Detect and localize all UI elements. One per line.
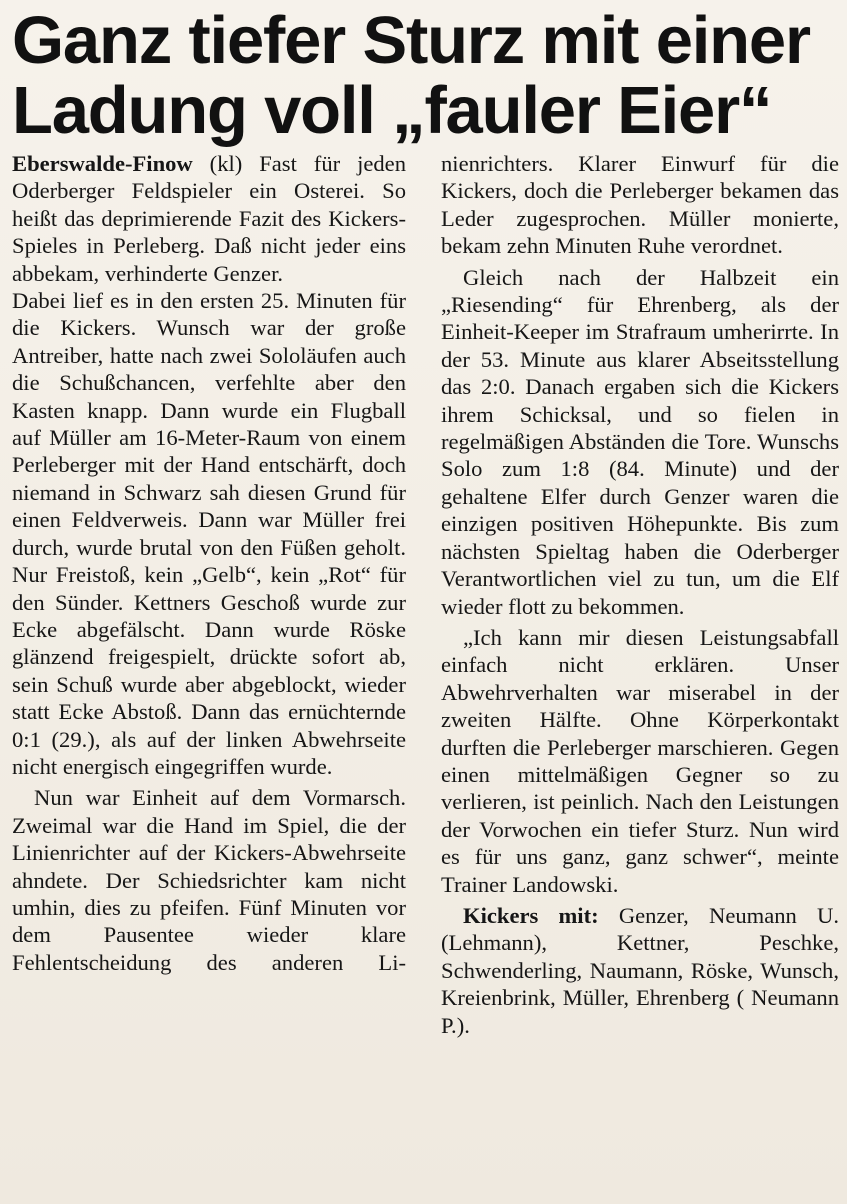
article-paragraph xyxy=(441,264,839,620)
dateline: Eberswalde-Finow xyxy=(12,151,193,176)
lineup-text: Genzer, Neumann U. (Lehmann), Kettner, Peschke, Schwenderling, Naumann, Röske, Wunsch, Kreienbrink, Müller, Ehrenberg ( Neumann P.). xyxy=(441,902,839,1038)
article-column-left xyxy=(12,150,406,976)
paragraph-text: nienrichters. Klarer Einwurf für die Kickers, doch die Perleberger bekamen das Leder zugesprochen. Müller monierte, bekam zehn Minuten Ruhe verordnet. xyxy=(441,151,839,259)
paragraph-text: Nun war Einheit auf dem Vormarsch. Zweimal war die Hand im Spiel, die der Linienrichter auf der Kickers-Abwehrseite ahndete. Der Schiedsrichter kam nicht umhin, dies zu pfeifen. Fünf Minuten vor dem Pausentee wieder klare Fehlentscheidung des anderen Li- xyxy=(12,785,406,975)
paragraph-text: Gleich nach der Halbzeit ein „Riesending“ für Ehrenberg, als der Einheit-Keeper im Strafraum umherirrte. In der 53. Minute aus klarer Abseitsstellung das 2:0. Danach ergaben sich die Kickers ihrem Schicksal, und so fielen in regelmäßigen Abständen die Tore. Wunschs Solo zum 1:8 (84. Minute) und der gehaltene Elfer durch Genzer waren die einzigen positiven Höhepunkte. Bis zum nächsten Spieltag haben die Oderberger Verantwortlichen viel zu tun, um die Elf wieder flott zu bekommen. xyxy=(441,264,839,619)
article-paragraph xyxy=(12,150,406,287)
article-paragraph xyxy=(12,784,406,976)
article-paragraph xyxy=(441,150,839,260)
article-paragraph xyxy=(441,624,839,898)
paragraph-text: (kl) Fast für jeden Oderberger Feldspieler ein Osterei. So heißt das deprimierende Fazit des Kickers-Spieles in Perleberg. Daß nicht jeder eins abbekam, verhinderte Genzer. xyxy=(12,151,406,286)
lineup-label: Kickers mit: xyxy=(463,902,599,928)
article-column-right xyxy=(441,150,839,1039)
article-paragraph xyxy=(12,287,406,780)
headline xyxy=(12,3,842,148)
headline-line-1: Ganz tiefer Sturz mit einer xyxy=(12,3,810,78)
paragraph-text: Dabei lief es in den ersten 25. Minuten für die Kickers. Wunsch war der große Antreiber, hatte nach zwei Sololäufen auch die Schußchancen, verfehlte aber den Kasten knapp. Dann wurde ein Flugball auf Müller am 16-Meter-Raum von einem Perleberger mit der Hand entschärft, doch niemand in Schwarz sah diesen Grund für einen Feldverweis. Dann war Müller frei durch, wurde brutal von den Füßen geholt. Nur Freistoß, kein „Gelb“, kein „Rot“ für den Sünder. Kettners Geschoß wurde zur Ecke abgefälscht. Dann wurde Röske glänzend freigespielt, drückte sofort ab, sein Schuß wurde aber abgeblockt, wieder statt Ecke Abstoß. Dann das ernüchternde 0:1 (29.), als auf der linken Abwehrseite nicht energisch eingegriffen wurde. xyxy=(12,288,406,779)
paragraph-text: „Ich kann mir diesen Leistungsabfall einfach nicht erklären. Unser Abwehrverhalten war miserabel in der zweiten Hälfte. Ohne Körperkontakt durften die Perleberger marschieren. Gegen einen mittelmäßigen Gegner so zu verlieren, ist peinlich. Nach den Leistungen der Vorwochen ein tiefer Sturz. Nun wird es für uns ganz, ganz schwer“, meinte Trainer Landowski. xyxy=(441,624,839,897)
lineup-paragraph xyxy=(441,902,839,1039)
headline-line-2: Ladung voll „fauler Eier“ xyxy=(12,73,772,148)
